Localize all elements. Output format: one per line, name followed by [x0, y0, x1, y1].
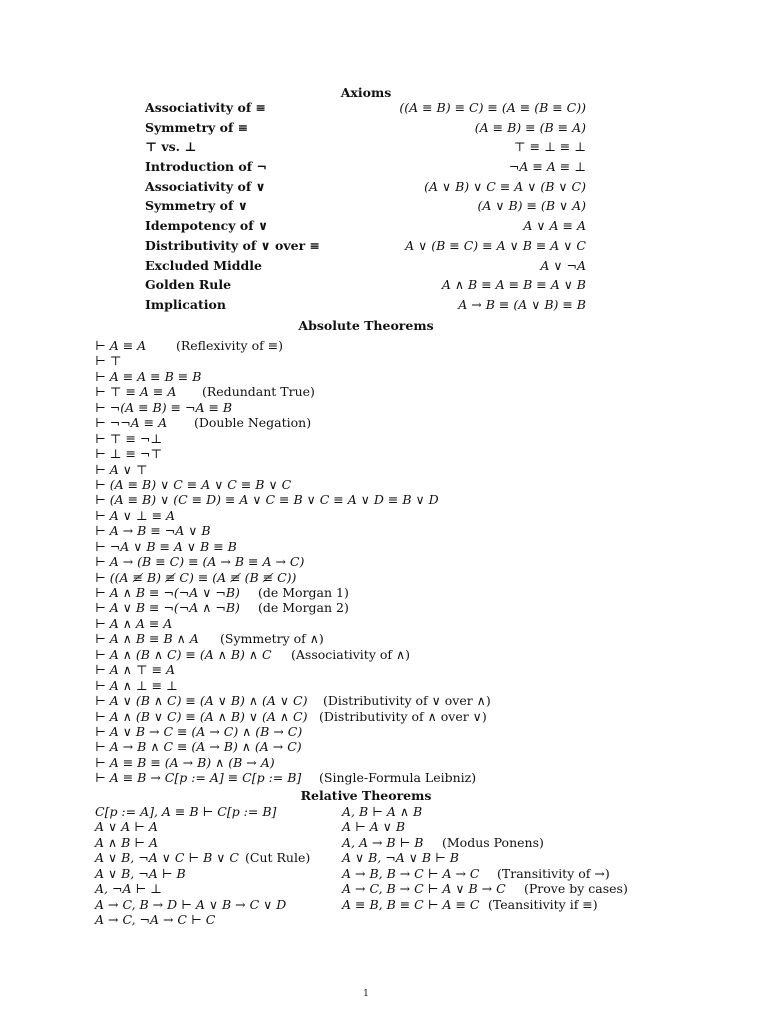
- theorem-row: [95, 835, 335, 850]
- page-number: 1: [363, 989, 369, 999]
- theorem-formula: ⊢ A ≡ A: [95, 338, 147, 353]
- axiom-row: [145, 100, 586, 120]
- theorem-row: [95, 462, 735, 477]
- theorem-row: [95, 739, 735, 754]
- theorem-row: [95, 819, 335, 834]
- theorem-row: [95, 850, 335, 865]
- theorem-formula: ⊢ ⊤ ≡ ¬⊥: [95, 430, 163, 446]
- axiom-formula: A ∨ A ≡ A: [523, 218, 586, 234]
- theorem-note: (Single-Formula Leibniz): [319, 770, 477, 786]
- theorem-note: (Associativity of ∧): [291, 646, 411, 662]
- theorem-row: [95, 492, 735, 507]
- axiom-row: [145, 218, 586, 238]
- theorem-formula: ⊢ ¬¬A ≡ A: [95, 415, 168, 431]
- theorem-row: [95, 662, 735, 677]
- theorem-formula: ⊢ ¬(A ≡ B) ≡ ¬A ≡ B: [95, 399, 233, 415]
- axiom-row: [145, 198, 586, 218]
- theorem-formula: ⊢ A ∧ B ≡ ¬(¬A ∨ ¬B): [95, 585, 240, 600]
- theorem-note: (Teansitivity if ≡): [488, 896, 598, 912]
- theorem-row: [342, 897, 642, 912]
- theorem-formula: ⊢ A → B ∧ C ≡ (A → B) ∧ (A → C): [95, 739, 302, 755]
- axiom-formula: (A ∨ B) ∨ C ≡ A ∨ (B ∨ C): [424, 178, 586, 194]
- theorem-formula: A, ¬A ⊢ ⊥: [95, 881, 162, 897]
- axiom-name: Symmetry of ≡: [145, 119, 249, 135]
- theorem-formula: ⊢ A ∨ ⊥ ≡ A: [95, 507, 176, 523]
- theorem-note: (Modus Ponens): [442, 834, 544, 850]
- axioms-heading: Axioms: [340, 85, 392, 100]
- theorem-formula: ⊢ A ∨ B → C ≡ (A → C) ∧ (B → C): [95, 723, 303, 739]
- theorem-formula: ⊢ ¬A ∨ B ≡ A ∨ B ≡ B: [95, 538, 237, 554]
- theorem-formula: A, A → B ⊢ B: [342, 834, 424, 850]
- theorem-formula: ⊢ ((A ≢ B) ≢ C) ≡ (A ≢ (B ≢ C)): [95, 569, 297, 585]
- theorem-row: [95, 554, 735, 569]
- axiom-formula: A ∨ (B ≡ C) ≡ A ∨ B ≡ A ∨ C: [405, 237, 586, 253]
- theorem-row: [95, 539, 735, 554]
- theorem-note: (Distributivity of ∧ over ∨): [319, 708, 487, 724]
- theorem-row: [95, 369, 735, 384]
- axiom-formula: ((A ≡ B) ≡ C) ≡ (A ≡ (B ≡ C)): [399, 100, 586, 115]
- theorem-note: (Cut Rule): [245, 850, 311, 866]
- theorem-note: (Symmetry of ∧): [220, 631, 324, 647]
- theorem-row: [95, 384, 735, 399]
- absolute-theorems-list: [95, 338, 735, 786]
- theorem-formula: ⊢ A ∧ (B ∨ C) ≡ (A ∧ B) ∨ (A ∧ C): [95, 708, 308, 724]
- relative-theorems-heading: Relative Theorems: [300, 788, 432, 803]
- axiom-formula: (A ≡ B) ≡ (B ≡ A): [474, 119, 586, 135]
- theorem-formula: ⊢ A → (B ≡ C) ≡ (A → B ≡ A → C): [95, 554, 305, 570]
- relative-theorems-right-column: [342, 804, 642, 912]
- theorem-row: [95, 523, 735, 538]
- axiom-name: Idempotency of ∨: [145, 218, 269, 234]
- axiom-name: Associativity of ∨: [145, 178, 266, 194]
- theorem-formula: ⊢ A ≡ A ≡ B ≡ B: [95, 368, 202, 384]
- theorem-formula: A ∨ B, ¬A ∨ B ⊢ B: [342, 850, 459, 866]
- theorem-note: (Transitivity of →): [497, 865, 610, 881]
- theorem-formula: A ⊢ A ∨ B: [342, 819, 406, 835]
- theorem-formula: A ∨ B, ¬A ⊢ B: [95, 865, 186, 881]
- axiom-row: [145, 159, 586, 179]
- axiom-name: ⊤ vs. ⊥: [145, 139, 197, 155]
- axiom-row: [145, 238, 586, 258]
- theorem-row: [95, 616, 735, 631]
- theorem-row: [342, 866, 642, 881]
- theorem-row: [342, 850, 642, 865]
- axiom-name: Golden Rule: [145, 277, 232, 293]
- theorem-row: [95, 631, 735, 646]
- theorem-row: [95, 570, 735, 585]
- theorem-row: [95, 755, 735, 770]
- theorem-formula: ⊢ A ∧ A ≡ A: [95, 615, 173, 631]
- theorem-formula: ⊢ A ∨ ⊤: [95, 461, 148, 477]
- theorem-row: [95, 338, 735, 353]
- axiom-name: Distributivity of ∨ over ≡: [145, 237, 321, 253]
- theorem-formula: ⊢ A ∧ ⊥ ≡ ⊥: [95, 677, 178, 693]
- theorem-formula: ⊢ A ≡ B ≡ (A → B) ∧ (B → A): [95, 754, 275, 770]
- theorem-row: [342, 881, 642, 896]
- theorem-row: [95, 600, 735, 615]
- theorem-formula: A → C, ¬A → C ⊢ C: [95, 912, 216, 928]
- axiom-row: [145, 297, 586, 317]
- theorem-formula: ⊢ A ∨ B ≡ ¬(¬A ∧ ¬B): [95, 600, 240, 616]
- theorem-formula: ⊢ A ≡ B → C[p := A] ≡ C[p := B]: [95, 770, 302, 786]
- theorem-row: [95, 693, 735, 708]
- theorem-row: [342, 804, 642, 819]
- theorem-formula: ⊢ ⊥ ≡ ¬⊤: [95, 446, 163, 462]
- theorem-row: [95, 866, 335, 881]
- theorem-note: (Reflexivity of ≡): [176, 338, 284, 353]
- theorem-row: [95, 881, 335, 896]
- theorem-row: [95, 770, 735, 785]
- theorem-formula: A ≡ B, B ≡ C ⊢ A ≡ C: [342, 896, 480, 912]
- theorem-formula: ⊢ A ∧ ⊤ ≡ A: [95, 662, 176, 678]
- theorem-formula: ⊢ ⊤: [95, 353, 122, 369]
- theorem-row: [95, 897, 335, 912]
- axiom-formula: A ∧ B ≡ A ≡ B ≡ A ∨ B: [441, 277, 586, 293]
- theorem-row: [95, 709, 735, 724]
- theorem-row: [95, 508, 735, 523]
- axiom-row: [145, 120, 586, 140]
- axiom-row: [145, 258, 586, 278]
- axioms-list: [145, 100, 586, 317]
- theorem-note: (Redundant True): [202, 384, 315, 400]
- theorem-note: (de Morgan 1): [258, 585, 349, 600]
- theorem-row: [342, 835, 642, 850]
- theorem-row: [95, 446, 735, 461]
- theorem-row: [95, 912, 335, 927]
- theorem-row: [95, 400, 735, 415]
- theorem-note: (Prove by cases): [524, 881, 628, 897]
- absolute-theorems-heading: Absolute Theorems: [298, 318, 434, 333]
- theorem-formula: A → B, B → C ⊢ A → C: [342, 865, 480, 881]
- theorem-row: [95, 724, 735, 739]
- theorem-formula: ⊢ A → B ≡ ¬A ∨ B: [95, 523, 211, 539]
- theorem-formula: A ∨ B, ¬A ∨ C ⊢ B ∨ C: [95, 850, 239, 866]
- theorem-note: (Distributivity of ∨ over ∧): [323, 693, 491, 709]
- axiom-formula: ⊤ ≡ ⊥ ≡ ⊥: [513, 139, 586, 155]
- theorem-row: [95, 678, 735, 693]
- theorem-formula: ⊢ (A ≡ B) ∨ C ≡ A ∨ C ≡ B ∨ C: [95, 476, 292, 492]
- theorem-row: [95, 585, 735, 600]
- theorem-formula: A → C, B → C ⊢ A ∨ B → C: [342, 881, 506, 897]
- axiom-name: Symmetry of ∨: [145, 198, 248, 214]
- axiom-formula: A → B ≡ (A ∨ B) ≡ B: [458, 296, 586, 312]
- theorem-note: (Double Negation): [194, 415, 312, 431]
- theorem-row: [95, 477, 735, 492]
- theorem-note: (de Morgan 2): [258, 600, 349, 616]
- axiom-formula: A ∨ ¬A: [540, 257, 586, 273]
- axiom-row: [145, 179, 586, 199]
- theorem-row: [95, 647, 735, 662]
- theorem-formula: ⊢ A ∨ (B ∧ C) ≡ (A ∨ B) ∧ (A ∨ C): [95, 693, 308, 709]
- axiom-name: Associativity of ≡: [145, 100, 267, 115]
- axiom-name: Introduction of ¬: [145, 159, 267, 175]
- axiom-row: [145, 277, 586, 297]
- theorem-row: [95, 804, 335, 819]
- theorem-formula: ⊢ A ∧ (B ∧ C) ≡ (A ∧ B) ∧ C: [95, 646, 272, 662]
- axiom-row: [145, 139, 586, 159]
- theorem-row: [95, 353, 735, 368]
- theorem-row: [95, 431, 735, 446]
- theorem-formula: ⊢ A ∧ B ≡ B ∧ A: [95, 631, 199, 647]
- axiom-name: Excluded Middle: [145, 257, 262, 273]
- theorem-row: [342, 819, 642, 834]
- axiom-name: Implication: [145, 296, 226, 312]
- relative-theorems-left-column: [95, 804, 335, 928]
- axiom-formula: ¬A ≡ A ≡ ⊥: [508, 159, 586, 175]
- axiom-formula: (A ∨ B) ≡ (B ∨ A): [477, 198, 586, 214]
- theorem-formula: ⊢ ⊤ ≡ A ≡ A: [95, 384, 177, 400]
- theorem-formula: A → C, B → D ⊢ A ∨ B → C ∨ D: [95, 896, 287, 912]
- theorem-formula: A ∧ B ⊢ A: [95, 834, 159, 850]
- theorem-row: [95, 415, 735, 430]
- theorem-formula: A ∨ A ⊢ A: [95, 819, 158, 835]
- theorem-formula: C[p := A], A ≡ B ⊢ C[p := B]: [95, 804, 277, 819]
- theorem-formula: ⊢ (A ≡ B) ∨ (C ≡ D) ≡ A ∨ C ≡ B ∨ C ≡ A ∨ D ≡ B ∨ D: [95, 492, 439, 508]
- theorem-formula: A, B ⊢ A ∧ B: [342, 804, 423, 819]
